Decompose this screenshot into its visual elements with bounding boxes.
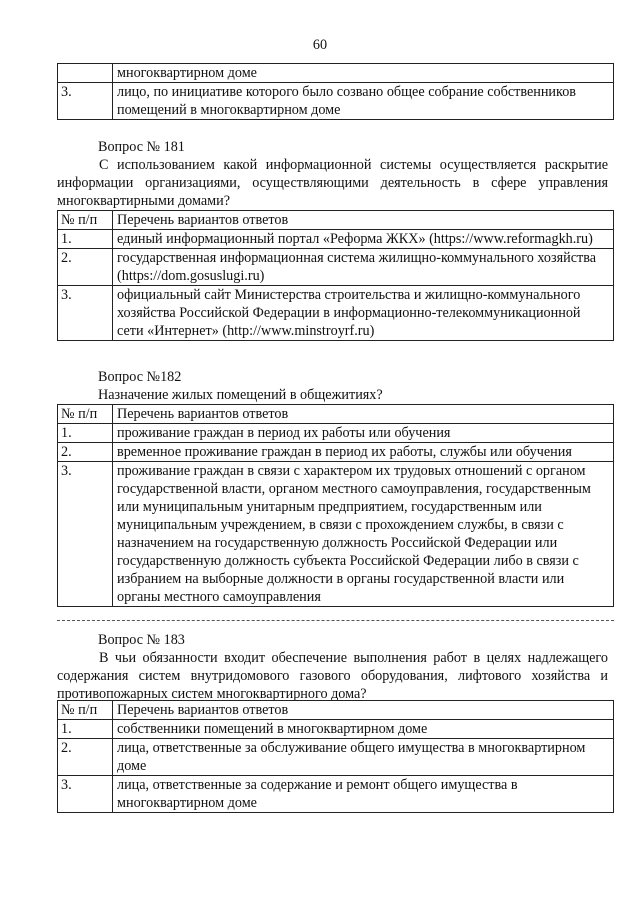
row-number: 3. xyxy=(58,776,113,813)
answer-text: государственная информационная система жилищно-коммунального хозяйства (https://dom.gosuslugi.ru) xyxy=(113,249,614,286)
answer-text: единый информационный портал «Реформа ЖКХ» (https://www.reformagkh.ru) xyxy=(113,230,614,249)
table-row xyxy=(58,83,614,120)
row-number: 3. xyxy=(58,286,113,341)
row-number: 1. xyxy=(58,230,113,249)
question-181-title: Вопрос № 181 xyxy=(98,139,185,155)
table-header-row xyxy=(58,701,614,720)
row-number: 2. xyxy=(58,739,113,776)
answer-text: лица, ответственные за обслуживание общего имущества в многоквартирном доме xyxy=(113,739,614,776)
col-header-num: № п/п xyxy=(58,211,113,230)
question-183-text: В чьи обязанности входит обеспечение выполнения работ в целях надлежащего содержания систем внутридомового газового оборудования, лифтового хозяйства и противопожарных систем многоквартирного дома? xyxy=(57,650,608,702)
answer-text: проживание граждан в связи с характером их трудовых отношений с органом государственной власти, органом местного самоуправления, государственным или муниципальным унитарным предприятием, государственным или муниципальным учреждением, в связи с прохождением службы, в связи с назначением на государственную должность Российской Федерации или государственную должность субъекта Российской Федерации либо в связи с избранием на выборные должности в органы государственной власти или органы местного самоуправления xyxy=(113,462,614,607)
table-row xyxy=(58,64,614,83)
table-row xyxy=(58,462,614,607)
table-header-row xyxy=(58,405,614,424)
answer-text: собственники помещений в многоквартирном доме xyxy=(113,720,614,739)
answer-text: многоквартирном доме xyxy=(113,64,614,83)
table-row xyxy=(58,776,614,813)
col-header-answers: Перечень вариантов ответов xyxy=(113,701,614,720)
row-number: 1. xyxy=(58,720,113,739)
col-header-num: № п/п xyxy=(58,701,113,720)
table-row xyxy=(58,443,614,462)
divider xyxy=(57,620,614,621)
answer-text: лицо, по инициативе которого было созвано общее собрание собственников помещений в многоквартирном доме xyxy=(113,83,614,120)
row-number: 2. xyxy=(58,249,113,286)
question-183-title: Вопрос № 183 xyxy=(98,632,185,648)
col-header-answers: Перечень вариантов ответов xyxy=(113,405,614,424)
table-row xyxy=(58,249,614,286)
table-row xyxy=(58,230,614,249)
row-number: 2. xyxy=(58,443,113,462)
answer-text: официальный сайт Министерства строительства и жилищно-коммунального хозяйства Российской Федерации в информационно-телекоммуникационной сети «Интернет» (http://www.minstroyrf.ru) xyxy=(113,286,614,341)
answer-text: проживание граждан в период их работы или обучения xyxy=(113,424,614,443)
question-183-answers-table xyxy=(57,700,614,813)
question-182-answers-table xyxy=(57,404,614,607)
page-number: 60 xyxy=(312,37,328,53)
table-row xyxy=(58,739,614,776)
question-181-text: С использованием какой информационной системы осуществляется раскрытие информации организациями, осуществляющими деятельность в сфере управления многоквартирными домами? xyxy=(57,157,608,209)
row-number: 3. xyxy=(58,83,113,120)
question-181-answers-table xyxy=(57,210,614,341)
row-number xyxy=(58,64,113,83)
row-number: 3. xyxy=(58,462,113,607)
question-182-text: Назначение жилых помещений в общежитиях? xyxy=(98,387,383,403)
col-header-answers: Перечень вариантов ответов xyxy=(113,211,614,230)
answer-text: лица, ответственные за содержание и ремонт общего имущества в многоквартирном доме xyxy=(113,776,614,813)
table-row xyxy=(58,720,614,739)
table-row xyxy=(58,286,614,341)
answer-text: временное проживание граждан в период их работы, службы или обучения xyxy=(113,443,614,462)
row-number: 1. xyxy=(58,424,113,443)
table-row xyxy=(58,424,614,443)
carry-over-table xyxy=(57,63,614,120)
table-header-row xyxy=(58,211,614,230)
question-182-title: Вопрос №182 xyxy=(98,369,182,385)
col-header-num: № п/п xyxy=(58,405,113,424)
